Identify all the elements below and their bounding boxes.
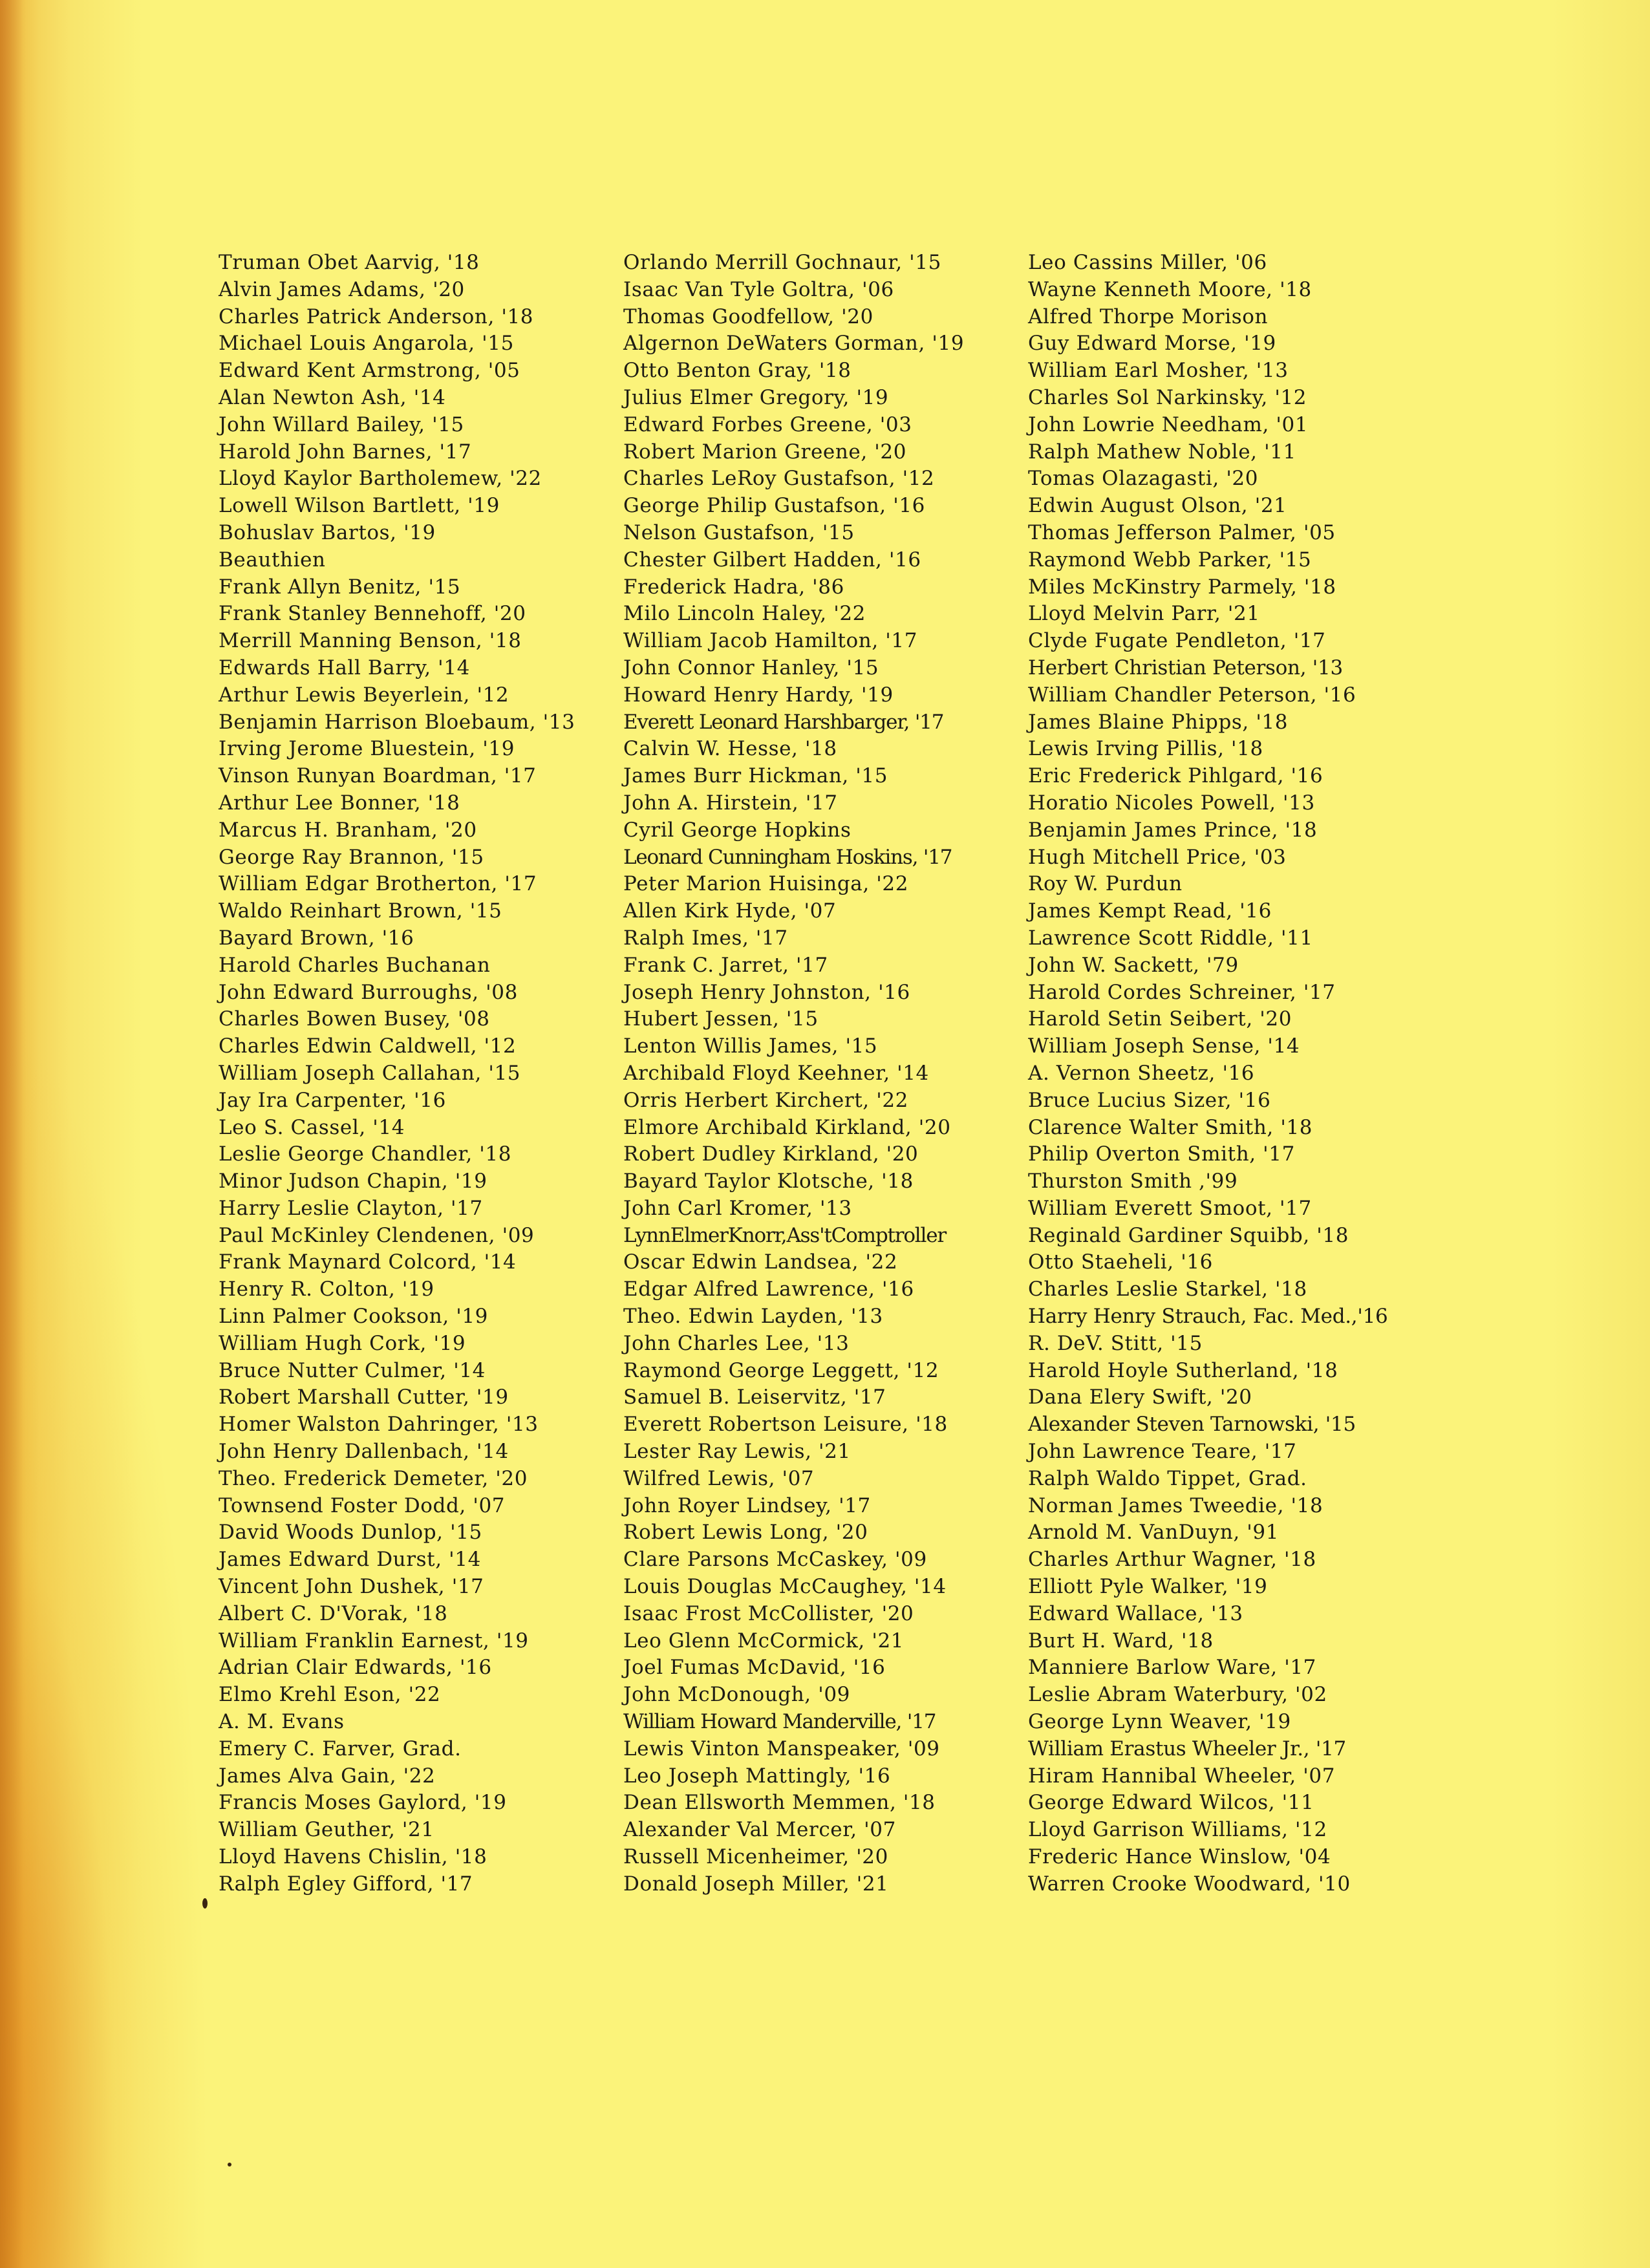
name-entry: Harold Charles Buchanan	[219, 953, 491, 977]
name-entry: William Joseph Sense, '14	[1028, 1034, 1300, 1058]
name-entry: Manniere Barlow Ware, '17	[1028, 1656, 1316, 1680]
name-entry: Beauthien	[219, 548, 326, 572]
name-entry: Chester Gilbert Hadden, '16	[623, 548, 921, 572]
name-entry: Paul McKinley Clendenen, '09	[219, 1223, 535, 1247]
name-entry: A. Vernon Sheetz, '16	[1028, 1061, 1255, 1085]
name-entry: Townsend Foster Dodd, '07	[219, 1493, 506, 1517]
name-entry: John A. Hirstein, '17	[623, 791, 838, 815]
name-entry: John Connor Hanley, '15	[623, 656, 879, 679]
name-entry: Otto Benton Gray, '18	[623, 359, 852, 383]
name-entry: William Hugh Cork, '19	[219, 1331, 466, 1355]
name-entry: Oscar Edwin Landsea, '22	[623, 1250, 898, 1274]
name-entry: Lawrence Scott Riddle, '11	[1028, 926, 1313, 950]
name-entry: Robert Lewis Long, '20	[623, 1521, 868, 1545]
name-entry: Harold Cordes Schreiner, '17	[1028, 980, 1336, 1004]
name-entry: Isaac Frost McCollister, '20	[623, 1601, 914, 1625]
name-entry: William Erastus Wheeler Jr., '17	[1028, 1737, 1346, 1760]
name-entry: William Chandler Peterson, '16	[1028, 683, 1356, 707]
name-entry: Samuel B. Leiservitz, '17	[623, 1385, 886, 1409]
name-entry: Russell Micenheimer, '20	[623, 1845, 888, 1869]
name-entry: Burt H. Ward, '18	[1028, 1629, 1214, 1653]
name-entry: Merrill Manning Benson, '18	[219, 629, 522, 653]
name-entry: William Edgar Brotherton, '17	[219, 872, 537, 896]
name-entry: Thurston Smith ,'99	[1028, 1170, 1238, 1193]
name-entry: Clyde Fugate Pendleton, '17	[1028, 629, 1326, 653]
name-entry: Adrian Clair Edwards, '16	[219, 1656, 492, 1680]
name-entry: Ralph Waldo Tippet, Grad.	[1028, 1466, 1307, 1490]
name-entry: Clarence Walter Smith, '18	[1028, 1115, 1313, 1139]
page-edge-shadow	[0, 0, 39, 2268]
name-entry: Herbert Christian Peterson, '13	[1028, 656, 1343, 679]
name-entry: Waldo Reinhart Brown, '15	[219, 899, 502, 923]
name-entry: Leo Cassins Miller, '06	[1028, 251, 1267, 274]
name-entry: Isaac Van Tyle Goltra, '06	[623, 277, 894, 301]
name-entry: Harold John Barnes, '17	[219, 440, 472, 464]
name-entry: Cyril George Hopkins	[623, 818, 852, 842]
name-entry: Everett Leonard Harshbarger, '17	[623, 710, 944, 734]
name-entry: Joel Fumas McDavid, '16	[623, 1656, 886, 1680]
name-entry: Reginald Gardiner Squibb, '18	[1028, 1223, 1349, 1247]
name-entry: Bayard Brown, '16	[219, 926, 414, 950]
name-entry: Nelson Gustafson, '15	[623, 520, 855, 544]
name-entry: Frederick Hadra, '86	[623, 575, 844, 599]
name-entry: Bayard Taylor Klotsche, '18	[623, 1170, 914, 1193]
name-entry: Frank Maynard Colcord, '14	[219, 1250, 517, 1274]
name-entry: Wilfred Lewis, '07	[623, 1466, 815, 1490]
name-entry: Minor Judson Chapin, '19	[219, 1170, 488, 1193]
name-entry: Milo Lincoln Haley, '22	[623, 602, 866, 626]
name-entry: Benjamin Harrison Bloebaum, '13	[219, 710, 575, 734]
name-entry: Marcus H. Branham, '20	[219, 818, 477, 842]
name-entry: James Burr Hickman, '15	[623, 764, 888, 788]
name-entry: Thomas Goodfellow, '20	[623, 305, 873, 328]
name-entry: James Alva Gain, '22	[219, 1764, 436, 1788]
name-entry: Raymond George Leggett, '12	[623, 1358, 939, 1382]
name-entry: William Franklin Earnest, '19	[219, 1629, 529, 1653]
name-entry: Charles Bowen Busey, '08	[219, 1007, 490, 1031]
name-entry: Leslie Abram Waterbury, '02	[1028, 1683, 1327, 1707]
name-entry: John Henry Dallenbach, '14	[219, 1440, 509, 1464]
name-entry: Hiram Hannibal Wheeler, '07	[1028, 1764, 1336, 1788]
name-entry: Charles Edwin Caldwell, '12	[219, 1034, 517, 1058]
name-entry: Wayne Kenneth Moore, '18	[1028, 277, 1312, 301]
name-entry: John W. Sackett, '79	[1028, 953, 1239, 977]
name-entry: Leonard Cunningham Hoskins, '17	[623, 845, 952, 869]
name-entry: Eric Frederick Pihlgard, '16	[1028, 764, 1323, 788]
name-entry: Harold Setin Seibert, '20	[1028, 1007, 1292, 1031]
name-entry: George Ray Brannon, '15	[219, 845, 484, 869]
name-entry: William Howard Manderville, '17	[623, 1710, 936, 1734]
name-entry: Leo S. Cassel, '14	[219, 1115, 405, 1139]
name-entry: Lloyd Garrison Williams, '12	[1028, 1818, 1327, 1842]
name-entry: Lloyd Kaylor Bartholemew, '22	[219, 467, 542, 491]
name-entry: Harry Henry Strauch, Fac. Med.,'16	[1028, 1305, 1388, 1329]
name-entry: Peter Marion Huisinga, '22	[623, 872, 909, 896]
name-column-1	[219, 250, 575, 1898]
name-entry: Theo. Frederick Demeter, '20	[219, 1466, 528, 1490]
name-entry: John McDonough, '09	[623, 1683, 850, 1707]
name-entry: George Philip Gustafson, '16	[623, 494, 925, 518]
name-entry: Harry Leslie Clayton, '17	[219, 1196, 483, 1220]
name-entry: Arthur Lewis Beyerlein, '12	[219, 683, 509, 707]
name-entry: George Edward Wilcos, '11	[1028, 1791, 1314, 1815]
name-entry: John Royer Lindsey, '17	[623, 1493, 871, 1517]
name-entry: Norman James Tweedie, '18	[1028, 1493, 1323, 1517]
name-entry: Orris Herbert Kirchert, '22	[623, 1088, 908, 1112]
name-entry: Bruce Nutter Culmer, '14	[219, 1358, 486, 1382]
name-entry: Edward Forbes Greene, '03	[623, 412, 912, 436]
name-entry: Lloyd Havens Chislin, '18	[219, 1845, 488, 1869]
name-entry: Thomas Jefferson Palmer, '05	[1028, 520, 1336, 544]
name-entry: Alexander Steven Tarnowski, '15	[1028, 1413, 1356, 1437]
name-entry: Allen Kirk Hyde, '07	[623, 899, 837, 923]
name-entry: James Blaine Phipps, '18	[1028, 710, 1289, 734]
name-entry: Benjamin James Prince, '18	[1028, 818, 1318, 842]
name-entry: David Woods Dunlop, '15	[219, 1521, 482, 1545]
name-entry: Howard Henry Hardy, '19	[623, 683, 894, 707]
name-entry: Edwards Hall Barry, '14	[219, 656, 470, 679]
name-entry: Lewis Vinton Manspeaker, '09	[623, 1737, 940, 1760]
name-entry: John Charles Lee, '13	[623, 1331, 850, 1355]
name-entry: Arnold M. VanDuyn, '91	[1028, 1521, 1280, 1545]
name-entry: Francis Moses Gaylord, '19	[219, 1791, 507, 1815]
name-entry: John Edward Burroughs, '08	[219, 980, 518, 1004]
name-entry: Frank C. Jarret, '17	[623, 953, 828, 977]
name-entry: A. M. Evans	[219, 1710, 345, 1734]
name-entry: Henry R. Colton, '19	[219, 1278, 434, 1301]
name-entry: Alexander Val Mercer, '07	[623, 1818, 896, 1842]
name-entry: Jay Ira Carpenter, '16	[219, 1088, 446, 1112]
name-entry: George Lynn Weaver, '19	[1028, 1710, 1291, 1734]
name-entry: Elmore Archibald Kirkland, '20	[623, 1115, 951, 1139]
name-entry: Elliott Pyle Walker, '19	[1028, 1575, 1268, 1599]
name-entry: Bohuslav Bartos, '19	[219, 520, 436, 544]
name-entry: Louis Douglas McCaughey, '14	[623, 1575, 947, 1599]
name-entry: Hugh Mitchell Price, '03	[1028, 845, 1287, 869]
name-entry: Robert Marion Greene, '20	[623, 440, 907, 464]
name-entry: James Kempt Read, '16	[1028, 899, 1272, 923]
name-entry: Ralph Mathew Noble, '11	[1028, 440, 1296, 464]
name-entry: Arthur Lee Bonner, '18	[219, 791, 460, 815]
name-entry: Horatio Nicoles Powell, '13	[1028, 791, 1315, 815]
name-entry: Vincent John Dushek, '17	[219, 1575, 484, 1599]
name-entry: Vinson Runyan Boardman, '17	[219, 764, 537, 788]
name-entry: Charles Leslie Starkel, '18	[1028, 1278, 1307, 1301]
name-entry: Alvin James Adams, '20	[219, 277, 465, 301]
name-entry: Frank Allyn Benitz, '15	[219, 575, 461, 599]
name-entry: Emery C. Farver, Grad.	[219, 1737, 462, 1760]
name-entry: Ralph Imes, '17	[623, 926, 788, 950]
name-entry: Calvin W. Hesse, '18	[623, 737, 837, 761]
name-entry: Edwin August Olson, '21	[1028, 494, 1287, 518]
name-entry: Lowell Wilson Bartlett, '19	[219, 494, 500, 518]
name-entry: Charles Arthur Wagner, '18	[1028, 1548, 1316, 1572]
name-entry: Algernon DeWaters Gorman, '19	[623, 332, 965, 356]
name-entry: Otto Staeheli, '16	[1028, 1250, 1213, 1274]
name-entry: William Joseph Callahan, '15	[219, 1061, 521, 1085]
name-entry: William Jacob Hamilton, '17	[623, 629, 918, 653]
name-entry: Lenton Willis James, '15	[623, 1034, 878, 1058]
name-entry: Joseph Henry Johnston, '16	[623, 980, 910, 1004]
name-entry: Lloyd Melvin Parr, '21	[1028, 602, 1260, 626]
name-entry: Julius Elmer Gregory, '19	[623, 385, 889, 409]
name-entry: Philip Overton Smith, '17	[1028, 1142, 1295, 1166]
name-entry: Alfred Thorpe Morison	[1028, 305, 1269, 328]
name-entry: Harold Hoyle Sutherland, '18	[1028, 1358, 1338, 1382]
name-entry: John Carl Kromer, '13	[623, 1196, 852, 1220]
name-entry: Lester Ray Lewis, '21	[623, 1440, 851, 1464]
name-entry: Alan Newton Ash, '14	[219, 385, 446, 409]
name-entry: Lewis Irving Pillis, '18	[1028, 737, 1263, 761]
name-entry: Orlando Merrill Gochnaur, '15	[623, 251, 941, 274]
name-entry: Irving Jerome Bluestein, '19	[219, 737, 515, 761]
ink-speck	[202, 1898, 208, 1909]
name-entry: Elmo Krehl Eson, '22	[219, 1683, 441, 1707]
name-entry: William Earl Mosher, '13	[1028, 359, 1289, 383]
name-entry: Archibald Floyd Keehner, '14	[623, 1061, 929, 1085]
ink-speck	[228, 2163, 231, 2166]
name-entry: Donald Joseph Miller, '21	[623, 1872, 889, 1896]
name-entry: Frank Stanley Bennehoff, '20	[219, 602, 526, 626]
name-entry: Edward Wallace, '13	[1028, 1601, 1243, 1625]
name-entry: Theo. Edwin Layden, '13	[623, 1305, 883, 1329]
name-column-3	[1028, 250, 1388, 1898]
name-entry: Guy Edward Morse, '19	[1028, 332, 1276, 356]
name-entry: Dana Elery Swift, '20	[1028, 1385, 1252, 1409]
name-entry: Truman Obet Aarvig, '18	[219, 251, 480, 274]
name-entry: Roy W. Purdun	[1028, 872, 1183, 896]
name-entry: Michael Louis Angarola, '15	[219, 332, 514, 356]
name-entry: R. DeV. Stitt, '15	[1028, 1331, 1203, 1355]
name-entry: Miles McKinstry Parmely, '18	[1028, 575, 1336, 599]
name-entry: William Everett Smoot, '17	[1028, 1196, 1312, 1220]
name-entry: Albert C. D'Vorak, '18	[219, 1601, 448, 1625]
name-entry: LynnElmerKnorr,Ass'tComptroller	[623, 1223, 947, 1247]
name-entry: Warren Crooke Woodward, '10	[1028, 1872, 1351, 1896]
name-entry: Bruce Lucius Sizer, '16	[1028, 1088, 1271, 1112]
name-entry: Leslie George Chandler, '18	[219, 1142, 512, 1166]
name-entry: Frederic Hance Winslow, '04	[1028, 1845, 1331, 1869]
name-entry: Linn Palmer Cookson, '19	[219, 1305, 489, 1329]
name-entry: Robert Dudley Kirkland, '20	[623, 1142, 919, 1166]
name-entry: Clare Parsons McCaskey, '09	[623, 1548, 927, 1572]
name-entry: John Lowrie Needham, '01	[1028, 412, 1309, 436]
name-entry: Dean Ellsworth Memmen, '18	[623, 1791, 936, 1815]
name-entry: Edgar Alfred Lawrence, '16	[623, 1278, 914, 1301]
name-entry: Tomas Olazagasti, '20	[1028, 467, 1259, 491]
name-entry: Everett Robertson Leisure, '18	[623, 1413, 948, 1437]
name-entry: Leo Joseph Mattingly, '16	[623, 1764, 891, 1788]
name-entry: John Willard Bailey, '15	[219, 412, 464, 436]
name-entry: William Geuther, '21	[219, 1818, 434, 1842]
name-entry: Robert Marshall Cutter, '19	[219, 1385, 509, 1409]
name-entry: John Lawrence Teare, '17	[1028, 1440, 1297, 1464]
name-entry: Edward Kent Armstrong, '05	[219, 359, 520, 383]
name-entry: James Edward Durst, '14	[219, 1548, 481, 1572]
name-entry: Hubert Jessen, '15	[623, 1007, 819, 1031]
name-entry: Charles LeRoy Gustafson, '12	[623, 467, 935, 491]
name-entry: Charles Patrick Anderson, '18	[219, 305, 534, 328]
name-entry: Homer Walston Dahringer, '13	[219, 1413, 539, 1437]
name-entry: Leo Glenn McCormick, '21	[623, 1629, 905, 1653]
name-entry: Raymond Webb Parker, '15	[1028, 548, 1312, 572]
name-entry: Ralph Egley Gifford, '17	[219, 1872, 473, 1896]
name-column-2	[623, 250, 964, 1898]
name-entry: Charles Sol Narkinsky, '12	[1028, 385, 1307, 409]
